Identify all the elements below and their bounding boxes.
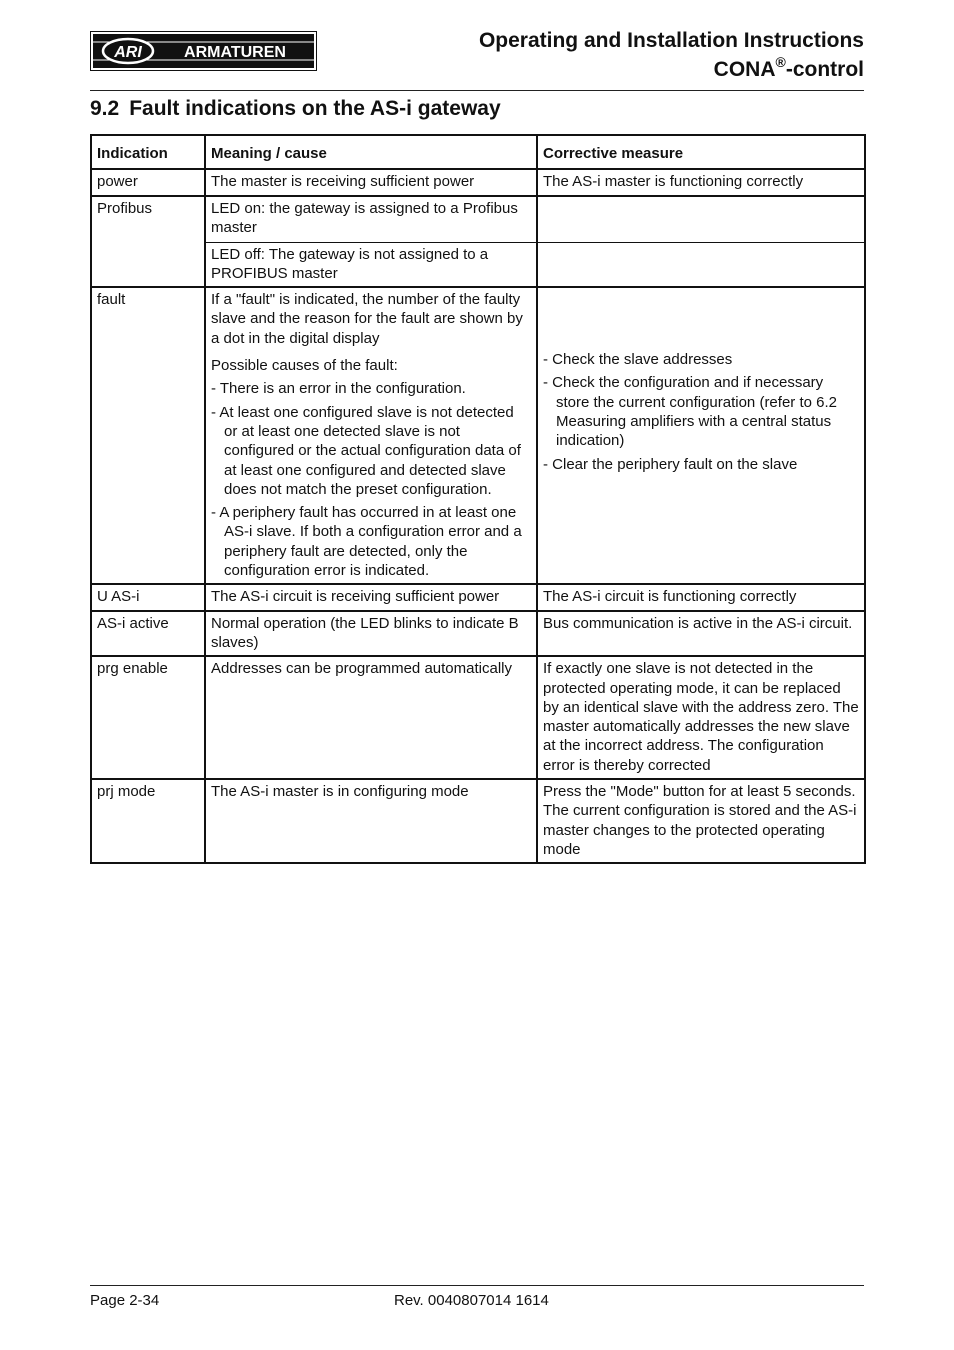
indication-cell: Profibus [91,196,205,288]
measure-cell: The AS-i circuit is functioning correctly [537,584,865,610]
meaning-cell: Addresses can be programmed automatically [205,656,537,779]
meaning-cell: LED off: The gateway is not assigned to a PROFIBUS master [205,242,537,287]
footer-divider [90,1285,864,1286]
section-number: 9.2 [90,97,120,120]
measure-cell [537,196,865,243]
indication-cell: fault [91,287,205,584]
indication-cell: AS-i active [91,611,205,657]
meaning-cell: The AS-i master is in configuring mode [205,779,537,863]
measure-cell [537,287,865,584]
table-row [91,287,865,584]
fault-indications-table [90,134,866,864]
page-number: Page 2-34 [90,1292,160,1309]
indication-cell: prg enable [91,656,205,779]
indication-cell: prj mode [91,779,205,863]
fault-cause: - At least one configured slave is not detected or at least one detected slave is not configured or the actual configuration data of at least one configured and detected slave does not match the preset configuration. [211,403,521,498]
measure-cell: Bus communication is active in the AS-i circuit. [537,611,865,657]
document-title [479,26,864,84]
table-row [91,611,865,657]
meaning-cell [205,287,537,584]
revision-number: Rev. 0040807014 1614 [394,1292,549,1309]
table-row [91,584,865,610]
svg-text:ARI: ARI [114,44,142,61]
table-header-row [91,135,865,169]
measure-cell: Press the "Mode" button for at least 5 seconds. The current configuration is stored and the AS-i master changes to the protected operating mode [537,779,865,863]
header-meaning: Meaning / cause [205,135,537,169]
fault-measure: - Check the slave addresses [543,351,733,369]
page-header [90,26,864,90]
fault-intro: If a "fault" is indicated, the number of the faulty slave and the reason for the fault are shown by a dot in the digital display [211,291,523,347]
measure-spacer [543,290,859,350]
meaning-cell: LED on: the gateway is assigned to a Profibus master [205,196,537,243]
header-indication: Indication [91,135,205,169]
measure-cell [537,242,865,287]
table-row [91,196,865,243]
indication-cell: power [91,169,205,195]
registered-mark: ® [775,54,786,70]
title-line2 [479,55,864,84]
ari-armaturen-logo [90,31,317,71]
title-suffix: -control [785,58,864,81]
title-line1: Operating and Installation Instructions [478,29,864,52]
measure-cell: The AS-i master is functioning correctly [537,169,865,195]
meaning-cell: The master is receiving sufficient power [205,169,537,195]
meaning-cell: The AS-i circuit is receiving sufficient power [205,584,537,610]
svg-text:ARMATUREN: ARMATUREN [184,44,286,61]
measure-cell: If exactly one slave is not detected in the protected operating mode, it can be replaced by an identical slave with the address zero. The master automatically addresses the new slave at the incorrect address. The configuration error is thereby corrected [537,656,865,779]
meaning-cell: Normal operation (the LED blinks to indicate B slaves) [205,611,537,657]
table-row [91,779,865,863]
section-heading [90,97,501,121]
fault-causes-label: Possible causes of the fault: [211,357,398,375]
fault-cause: - There is an error in the configuration. [211,380,466,398]
table-row [91,656,865,779]
header-measure: Corrective measure [537,135,865,169]
fault-measure: - Clear the periphery fault on the slave [543,455,798,473]
fault-cause: - A periphery fault has occurred in at least one AS-i slave. If both a configuration error and a periphery fault are detected, only the configuration error is indicated. [211,504,522,580]
indication-cell: U AS-i [91,584,205,610]
table-row [91,169,865,195]
title-product: CONA [713,58,776,81]
section-title: Fault indications on the AS-i gateway [129,97,501,120]
table-row [91,242,865,287]
header-divider [90,90,864,91]
fault-measure: - Check the configuration and if necessary store the current configuration (refer to 6.2 Measuring amplifiers with a central status indication) [543,374,837,450]
